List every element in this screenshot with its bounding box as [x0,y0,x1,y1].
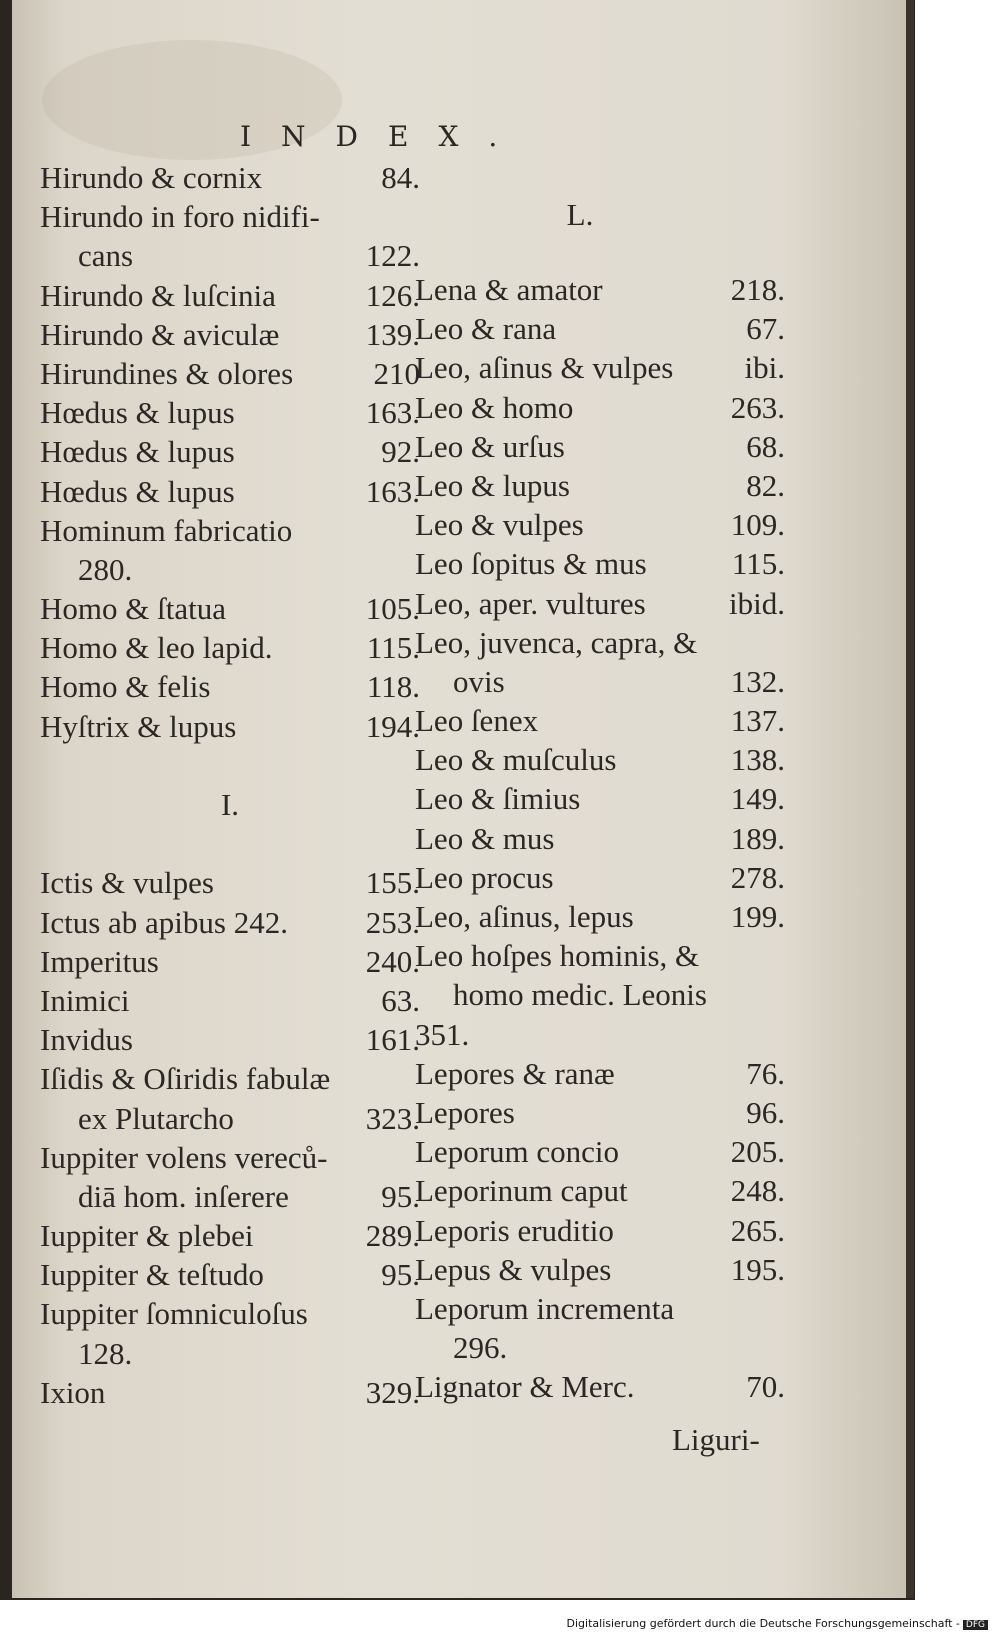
entry-text: Leo procus [415,859,554,895]
entry-page-number: 253. [365,904,420,940]
entry-page-number: 278. [730,859,785,895]
footer-text: Digitalisierung gefördert durch die Deutsche Forschungsgemeinschaft - [566,1617,960,1630]
entry-text: Hirundo & luſcinia [40,277,276,313]
entry-page-number: 205. [730,1134,785,1170]
page-edge [906,0,914,1598]
index-entry [415,1367,785,1406]
entry-text: Leo & lupus [415,467,570,503]
entry-text: Leo hoſpes hominis, & [415,938,700,974]
entry-page-number: 218. [730,272,785,307]
entry-text: Hirundo & cornix [40,160,263,195]
index-entry [40,472,420,511]
entry-text: 351. [415,1016,470,1052]
index-entry [40,550,420,589]
index-entry [40,1177,420,1216]
entry-page-number: ibi. [744,350,785,386]
entry-text: Hirundo & aviculæ [40,316,280,352]
entry-text: Leo & muſculus [415,742,617,778]
index-entry [40,1373,420,1412]
entry-text: Leo & urſus [415,428,565,464]
entry-page-number: 67. [746,311,785,347]
index-entry [40,981,420,1020]
entry-page-number: 82. [746,467,785,503]
entry-text: diā hom. inſerere [78,1178,289,1214]
entry-text: Lepores [415,1094,515,1130]
entry-text: Leo, juvenca, capra, & [415,624,698,660]
index-entry [415,1171,785,1210]
entry-text: Leo ſenex [415,703,539,739]
index-entry [40,903,420,942]
entry-text: Hirundo in foro nidifi- [40,199,320,235]
entry-text: Lepores & ranæ [415,1055,615,1091]
dfg-logo: DFG [963,1620,988,1630]
entry-page-number: 323. [365,1100,420,1136]
entry-page-number: 248. [730,1173,785,1209]
entry-text: Lignator & Merc. [415,1369,635,1405]
entry-text: Leporum incrementa [415,1290,675,1326]
entry-page-number: 96. [746,1094,785,1130]
entry-text: Leo, aſinus, lepus [415,899,634,934]
entry-page-number: 329. [365,1374,420,1410]
entry-text: Ixion [40,1374,106,1410]
entry-page-number: 265. [730,1212,785,1248]
index-entry [415,858,785,897]
entry-text: Iuppiter ſomniculoſus [40,1296,308,1332]
entry-page-number: 63. [381,982,420,1018]
index-entry [415,975,785,1014]
entry-page-number: 149. [730,781,785,817]
index-entry [415,1328,785,1367]
index-entry [40,315,420,354]
index-entry [40,1294,420,1333]
entry-text: Leporis eruditio [415,1212,614,1248]
index-entry [415,584,785,623]
entry-page-number: 105. [365,591,420,627]
entry-text: Hominum fabricatio [40,512,293,548]
catchword: Liguri- [672,1422,760,1457]
entry-text: Homo & ſtatua [40,591,226,627]
index-entry [415,623,785,662]
entry-text: Hirundines & olores [40,355,294,391]
entry-page-number: 84. [381,160,420,195]
index-entry [415,309,785,348]
index-entry [415,348,785,387]
index-entry [40,1334,420,1373]
entry-page-number: 115. [731,546,785,582]
entry-text: Leo & homo [415,389,574,425]
index-entry [415,1015,785,1054]
entry-text: Invidus [40,1022,133,1058]
index-entry [415,819,785,858]
entry-text: Iuppiter & teſtudo [40,1257,264,1293]
entry-page-number: 189. [730,820,785,856]
index-entry [40,824,420,863]
index-entry [415,701,785,740]
index-entry [40,667,420,706]
entry-text: Ictus ab apibus 242. [40,904,288,940]
entry-text: Iuppiter volens vereců- [40,1139,328,1175]
index-entry [40,354,420,393]
entry-text: Lepus & vulpes [415,1251,612,1287]
index-entry [40,1255,420,1294]
entry-page-number: ibid. [729,585,785,621]
entry-text: Leo ſopitus & mus [415,546,647,582]
entry-page-number: 76. [746,1055,785,1091]
entry-page-number: 194. [365,708,420,744]
entry-page-number: 118. [366,669,420,705]
entry-text: Iſidis & Oſiridis fabulæ [40,1061,331,1097]
entry-text: Homo & leo lapid. [40,630,273,666]
entry-text: Imperitus [40,943,159,979]
index-entry [415,897,785,936]
entry-page-number: 289. [365,1218,420,1254]
section-letter-l: L. [566,197,594,232]
entry-text: Hœdus & lupus [40,434,235,470]
entry-page-number: 163. [365,473,420,509]
entry-text: Leo & mus [415,820,555,856]
entry-page-number: 195. [730,1251,785,1287]
entry-text: cans [78,238,134,274]
entry-text: homo medic. Leonis [453,977,707,1013]
entry-page-number: 70. [746,1369,785,1405]
index-entry [415,1211,785,1250]
entry-text: Hyſtrix & lupus [40,708,237,744]
entry-page-number: 115. [366,630,420,666]
index-entry [415,1250,785,1289]
index-entry [415,505,785,544]
entry-page-number: 126. [365,277,420,313]
left-column [40,158,420,1412]
entry-page-number: 95. [381,1178,420,1214]
digitization-footer [567,1617,988,1630]
entry-text: Leo & vulpes [415,507,584,543]
index-entry [40,276,420,315]
entry-page-number: 155. [365,865,420,901]
index-entry [415,544,785,583]
entry-text: Hœdus & lupus [40,473,235,509]
entry-text: Leo, aſinus & vulpes [415,350,674,386]
index-entry [415,662,785,701]
entry-page-number: 122. [365,238,420,274]
entry-text: Inimici [40,982,130,1018]
index-entry [40,511,420,550]
entry-page-number: 139. [365,316,420,352]
index-entry [415,270,785,309]
index-entry [40,393,420,432]
index-entry [40,1138,420,1177]
entry-page-number: 95. [381,1257,420,1293]
index-entry [40,158,420,197]
section-letter [40,785,420,824]
entry-page-number: 137. [730,703,785,739]
index-entry [40,628,420,667]
entry-page-number: 109. [730,507,785,543]
index-entry [40,707,420,746]
index-entry [415,1132,785,1171]
index-entry [415,779,785,818]
index-entry [40,1059,420,1098]
entry-text: 280. [78,551,133,587]
entry-page-number: 263. [730,389,785,425]
entry-text: ovis [453,663,505,699]
index-entry [40,1099,420,1138]
entry-text: Leporinum caput [415,1173,628,1209]
entry-page-number: 92. [381,434,420,470]
right-column [415,270,785,1406]
entry-page-number: 199. [730,899,785,934]
entry-text: Leo, aper. vultures [415,585,646,621]
entry-text: Lena & amator [415,272,603,307]
entry-page-number: 240. [365,943,420,979]
index-entry [415,427,785,466]
index-entry [40,432,420,471]
entry-page-number: 132. [730,663,785,699]
entry-page-number: 138. [730,742,785,778]
index-entry [415,936,785,975]
index-entry [415,388,785,427]
index-entry [40,236,420,275]
entry-page-number: 161. [365,1022,420,1058]
index-entry [40,197,420,236]
index-entry [40,589,420,628]
entry-text: Homo & felis [40,669,211,705]
entry-text: I. [220,787,240,822]
running-head: INDEX. [240,120,528,153]
entry-text: 296. [453,1330,508,1366]
index-entry [415,740,785,779]
index-entry [415,466,785,505]
index-entry [40,1216,420,1255]
entry-page-number: 163. [365,395,420,431]
entry-text: 128. [78,1335,133,1371]
entry-text: Leo & rana [415,311,557,347]
entry-page-number: 210 [373,355,420,391]
index-entry [415,1054,785,1093]
entry-text: Ictis & vulpes [40,865,214,901]
entry-text: Leo & ſimius [415,781,581,817]
index-entry [40,863,420,902]
index-entry [415,1289,785,1328]
entry-text: Iuppiter & plebei [40,1218,254,1254]
entry-page-number: 68. [746,428,785,464]
entry-text: ex Plutarcho [78,1100,234,1136]
entry-text: Hœdus & lupus [40,395,235,431]
index-entry [415,1093,785,1132]
index-entry [40,942,420,981]
entry-text: Leporum concio [415,1134,620,1170]
index-entry [40,746,420,785]
index-entry [40,1020,420,1059]
